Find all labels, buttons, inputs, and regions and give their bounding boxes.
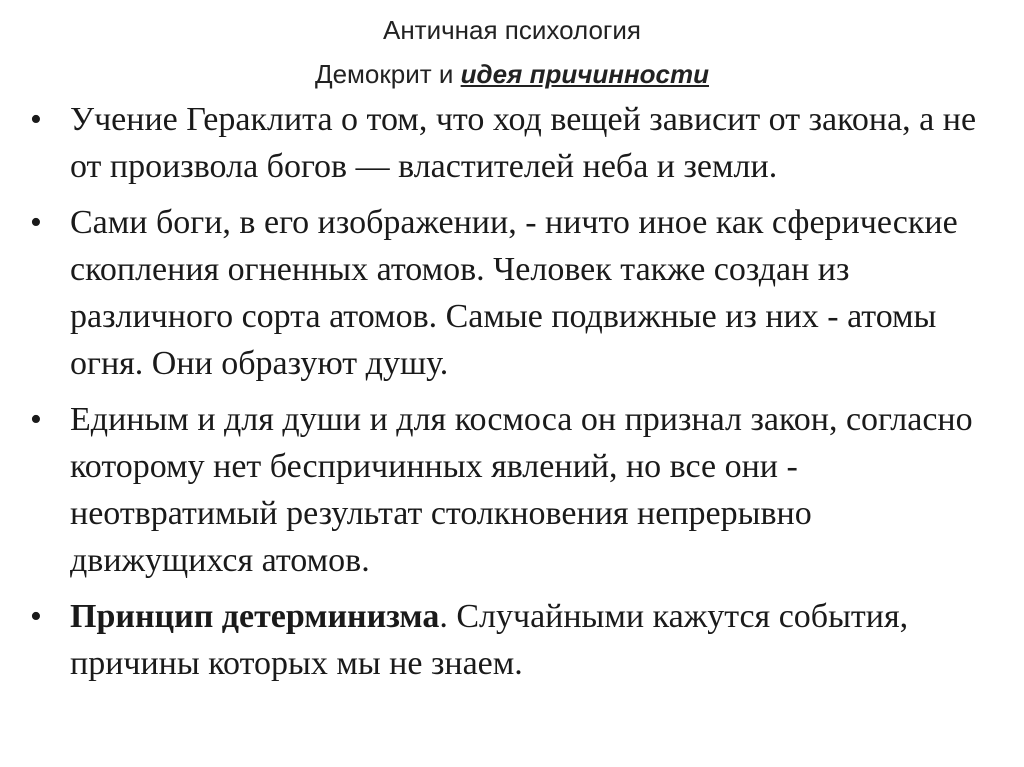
bullet-item (30, 199, 1002, 387)
title-emphasis: идея причинности (460, 59, 710, 89)
bullet-text: Сами боги, в его изображении, - ничто иное как сферические скопления огненных атомов. Человек также создан из различного сорта атомов. Самые подвижные из них - атомы огня. Они образуют душу. (70, 204, 958, 382)
bullet-marker: • (30, 401, 42, 438)
bullet-marker: • (30, 598, 42, 635)
title-prefix: Демокрит и (314, 59, 461, 89)
bullet-strong-text: Принцип детерминизма (70, 598, 440, 635)
bullet-item (30, 96, 1002, 190)
title-line-2 (0, 52, 1024, 96)
slide-title (0, 8, 1024, 96)
bullet-marker: • (30, 204, 42, 241)
bullet-list (30, 96, 1002, 696)
bullet-text: . Случайными кажутся события, причины которых мы не знаем. (70, 598, 909, 682)
bullet-text: Единым и для души и для космоса он признал закон, согласно которому нет беспричинных явлений, но все они - неотвратимый результат столкновения непрерывно движущихся атомов. (70, 401, 973, 579)
title-line-1: Античная психология (382, 15, 641, 45)
bullet-text: Учение Гераклита о том, что ход вещей зависит от закона, а не от произвола богов — властителей неба и земли. (70, 101, 977, 185)
bullet-item (30, 396, 1002, 584)
bullet-item (30, 593, 1002, 687)
bullet-marker: • (30, 101, 42, 138)
